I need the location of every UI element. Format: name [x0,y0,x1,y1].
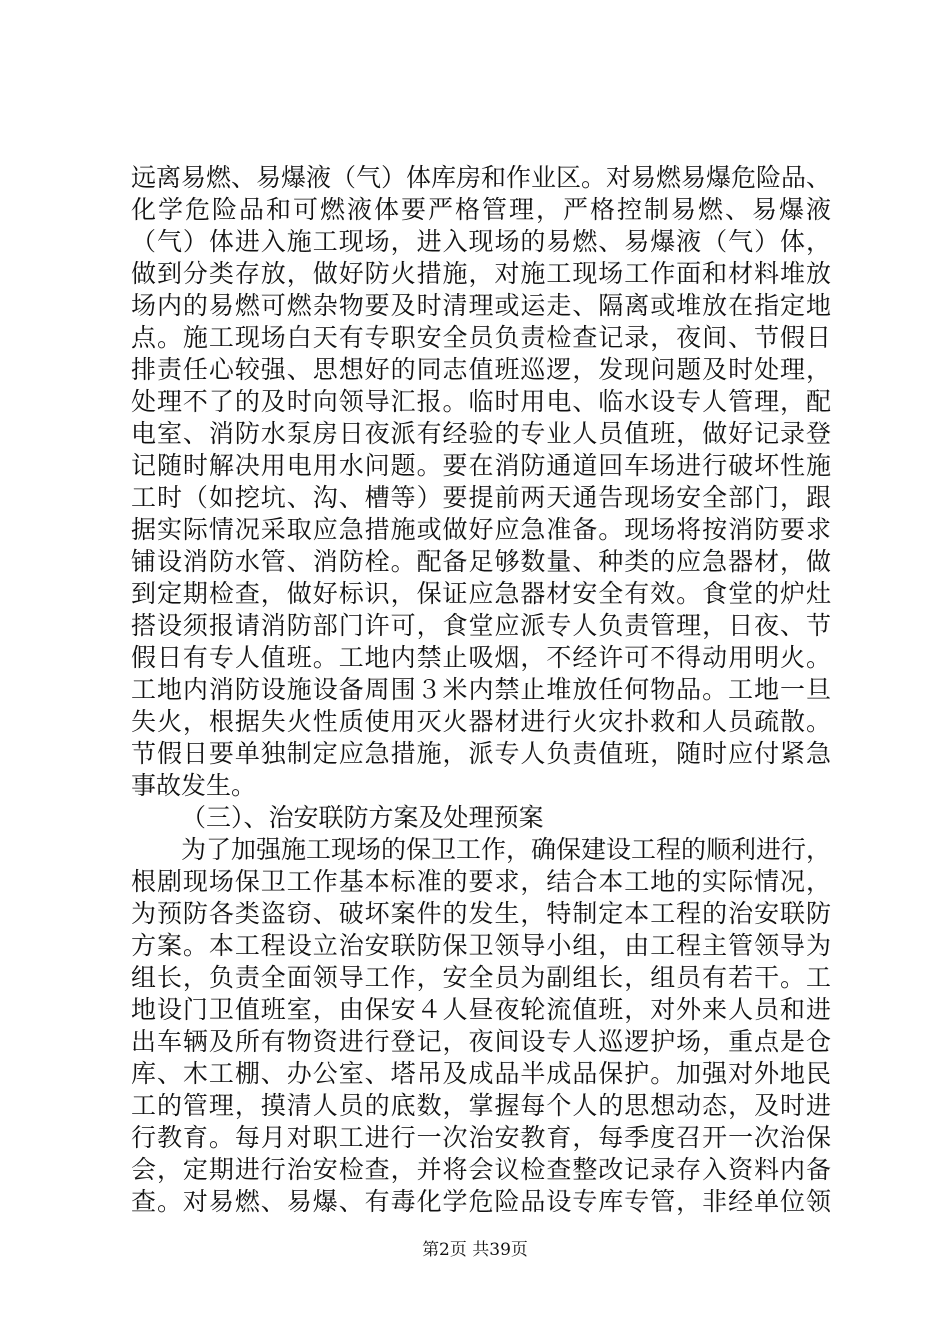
text-line: 工的管理，摸清人员的底数，掌握每个人的思想动态，及时进 [131,1091,831,1120]
text-line: 出车辆及所有物资进行登记，夜间设专人巡逻护场，重点是仓 [131,1027,831,1056]
text-line: 做到分类存放，做好防火措施，对施工现场工作面和材料堆放 [131,259,831,288]
text-line: 点。施工现场白天有专职安全员负责检查记录，夜间、节假日 [131,323,831,352]
text-line: （气）体进入施工现场，进入现场的易燃、易爆液（气）体， [131,227,831,256]
text-line: 库、木工棚、办公室、塔吊及成品半成品保护。加强对外地民 [131,1059,831,1088]
section-heading: （三）、治安联防方案及处理预案 [181,803,544,832]
text-line: 据实际情况采取应急措施或做好应急准备。现场将按消防要求 [131,515,831,544]
text-line: 排责任心较强、思想好的同志值班巡逻，发现问题及时处理， [131,355,831,384]
paragraph-security-plan [131,834,831,1218]
text-line: 组长，负责全面领导工作，安全员为副组长，组员有若干。工 [131,963,831,992]
text-line: 处理不了的及时向领导汇报。临时用电、临水设专人管理，配 [131,387,831,416]
text-line: 到定期检查，做好标识，保证应急器材安全有效。食堂的炉灶 [131,579,831,608]
text-line: 场内的易燃可燃杂物要及时清理或运走、隔离或堆放在指定地 [131,291,831,320]
text-line: 搭设须报请消防部门许可，食堂应派专人负责管理，日夜、节 [131,611,831,640]
text-line: 工时（如挖坑、沟、槽等）要提前两天通告现场安全部门，跟 [131,483,831,512]
text-line: 为了加强施工现场的保卫工作，确保建设工程的顺利进行， [181,835,832,864]
paragraph-fire-safety [131,162,831,802]
text-line: 事故发生。 [131,771,257,800]
text-line: 电室、消防水泵房日夜派有经验的专业人员值班，做好记录登 [131,419,831,448]
page-number-footer: 第2页 共39页 [422,1240,528,1260]
text-line: 为预防各类盗窃、破坏案件的发生，特制定本工程的治安联防 [131,899,831,928]
text-line: 根剧现场保卫工作基本标准的要求，结合本工地的实际情况， [131,867,831,896]
text-line: 记随时解决用电用水问题。要在消防通道回车场进行破坏性施 [131,451,831,480]
text-line: 远离易燃、易爆液（气）体库房和作业区。对易燃易爆危险品、 [131,163,832,192]
text-line: 会，定期进行治安检查，并将会议检查整改记录存入资料内备 [131,1155,831,1184]
document-body [131,162,831,1218]
text-line: 化学危险品和可燃液体要严格管理，严格控制易燃、易爆液 [131,195,831,224]
text-line: 失火，根据失火性质使用灭火器材进行火灾扑救和人员疏散。 [131,707,831,736]
text-line: 地设门卫值班室，由保安４人昼夜轮流值班，对外来人员和进 [131,995,831,1024]
text-line: 方案。本工程设立治安联防保卫领导小组，由工程主管领导为 [131,931,831,960]
text-line: 工地内消防设施设备周围３米内禁止堆放任何物品。工地一旦 [131,675,831,704]
text-line: 假日有专人值班。工地内禁止吸烟，不经许可不得动用明火。 [131,643,831,672]
text-line: 节假日要单独制定应急措施，派专人负责值班，随时应付紧急 [131,739,831,768]
text-line: 铺设消防水管、消防栓。配备足够数量、种类的应急器材，做 [131,547,831,576]
text-line: 行教育。每月对职工进行一次治安教育，每季度召开一次治保 [131,1123,831,1152]
text-line: 查。对易燃、易爆、有毒化学危险品设专库专管，非经单位领 [131,1187,831,1216]
